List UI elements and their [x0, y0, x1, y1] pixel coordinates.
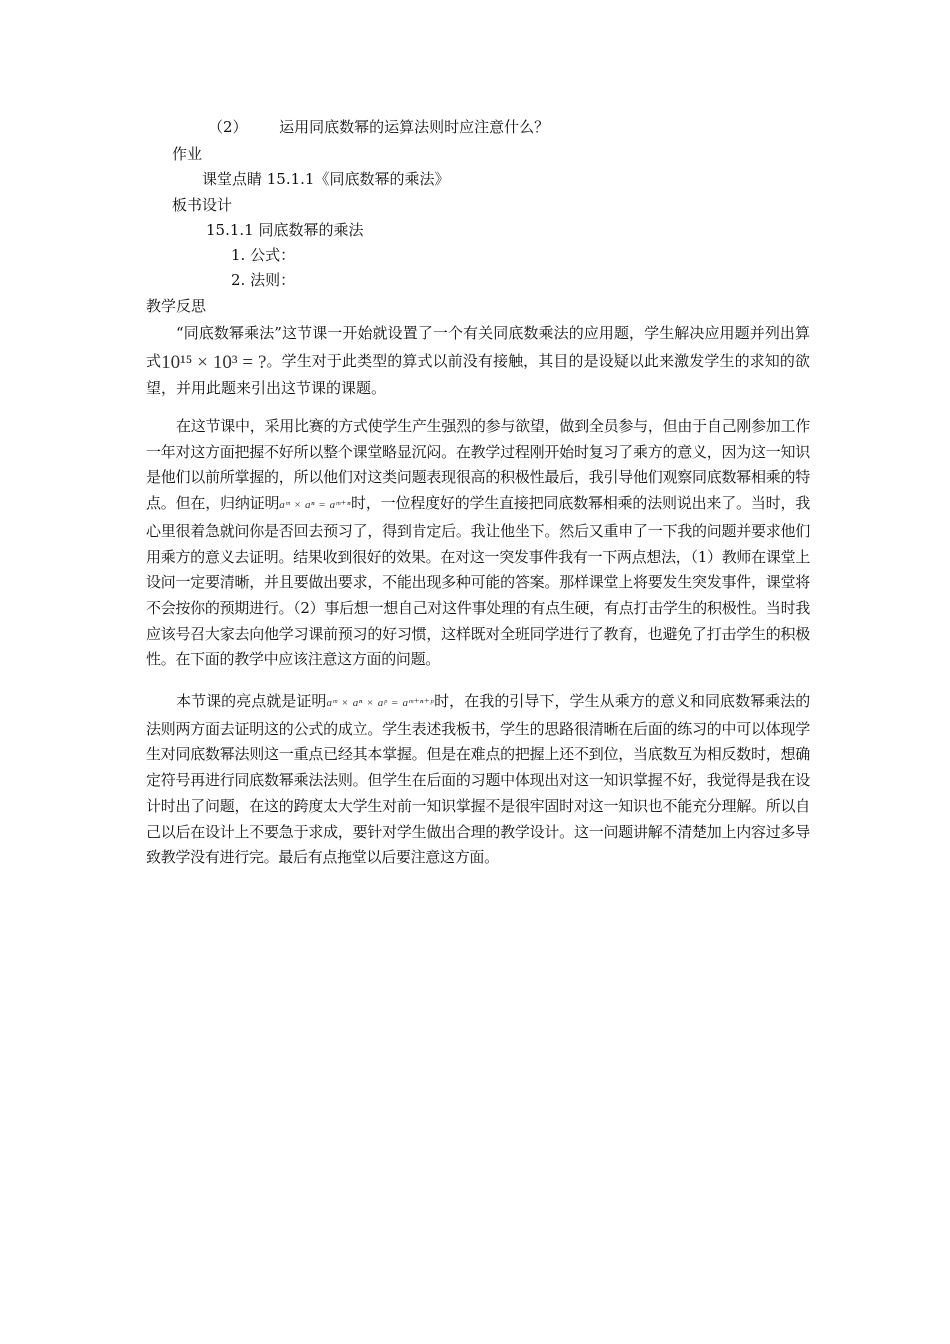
reflection-paragraph-2: [146, 414, 810, 673]
reflection-paragraph-3: [146, 689, 810, 871]
p2-formula: aᵐ × aⁿ = aᵐ⁺ⁿ: [279, 499, 351, 512]
reflection-heading: 教学反思: [146, 297, 207, 315]
p2-text-before: 在这节课中，采用比赛的方式使学生产生强烈的参与欲望，做到全员参与，但由于自己刚参加工作一年对这方面把握不好所以整个课堂略显沉闷。在教学过程刚开始时复习了乘方的意义，因为这一知识是他们以前所掌握的，所以他们对这类问题表现很高的积极性最后，我引导他们观察同底数幂相乘的特点。但在，归纳证明: [146, 417, 810, 513]
p3-text-after: 时，在我的引导下，学生从乘方的意义和同底数幂乘法的法则两方面去证明这的公式的成立。学生表述我板书，学生的思路很清晰在后面的练习的中可以体现学生对同底数幂法则这一重点已经其本掌握。但是在难点的把握上还不到位，当底数互为相反数时，想确定符号再进行同底数幂乘法法则。但学生在后面的习题中体现出对这一知识掌握不好，我觉得是我在设计时出了问题，在这的跨度太大学生对前一知识掌握不是很牢固时对这一知识也不能充分理解。所以自己以后在设计上不要急于求成，要针对学生做出合理的教学设计。这一问题讲解不清楚加上内容过多导致教学没有进行完。最后有点拖堂以后要注意这方面。: [146, 692, 810, 867]
question-number: （2）: [208, 118, 248, 136]
p1-text-after: 。学生对于此类型的算式以前没有接触，其目的是设疑以此来激发学生的求知的欲望，并用此题来引出这节课的课题。: [146, 352, 810, 397]
p3-text-before: 本节课的亮点就是证明: [176, 692, 327, 710]
p1-formula: 10¹⁵ × 10³ = ?: [161, 352, 267, 373]
p1-text-before: “同底数幂乘法”这节课一开始就设置了一个有关同底数乘法的应用题，学生解决应用题并列出算式: [146, 324, 810, 370]
p2-text-after: 时，一位程度好的学生直接把同底数幂相乘的法则说出来了。当时，我心里很着急就问你是否回去预习了，得到肯定后。我让他坐下。然后又重申了一下我的问题并要求他们用乘方的意义去证明。结果收到很好的效果。在对这一突发事件我有一下两点想法，（1）教师在课堂上设问一定要清晰，并且要做出要求，不能出现多种可能的答案。那样课堂上将要发生突发事件，课堂将不会按你的预期进行。（2）事后想一想自己对这件事处理的有点生硬，有点打击学生的积极性。当时我应该号召大家去向他学习课前预习的好习惯，这样既对全班同学进行了教育，也避免了打击学生的积极性。在下面的教学中应该注意这方面的问题。: [146, 494, 810, 669]
board-design-item-2: 2. 法则：: [231, 271, 296, 289]
board-design-heading: 板书设计: [172, 196, 233, 214]
question-2: [208, 117, 549, 137]
p3-formula: aᵐ × aⁿ × aᵖ = aᵐ⁺ⁿ⁺ᵖ: [326, 697, 434, 709]
homework-heading: 作业: [172, 145, 203, 163]
homework-text: 课堂点睛 15.1.1《同底数幂的乘法》: [202, 170, 450, 188]
board-design-title: 15.1.1 同底数幂的乘法: [206, 221, 364, 239]
reflection-paragraph-1: [146, 320, 810, 402]
board-design-item-1: 1. 公式：: [231, 246, 296, 264]
question-text: 运用同底数幂的运算法则时应注意什么？: [279, 118, 550, 136]
